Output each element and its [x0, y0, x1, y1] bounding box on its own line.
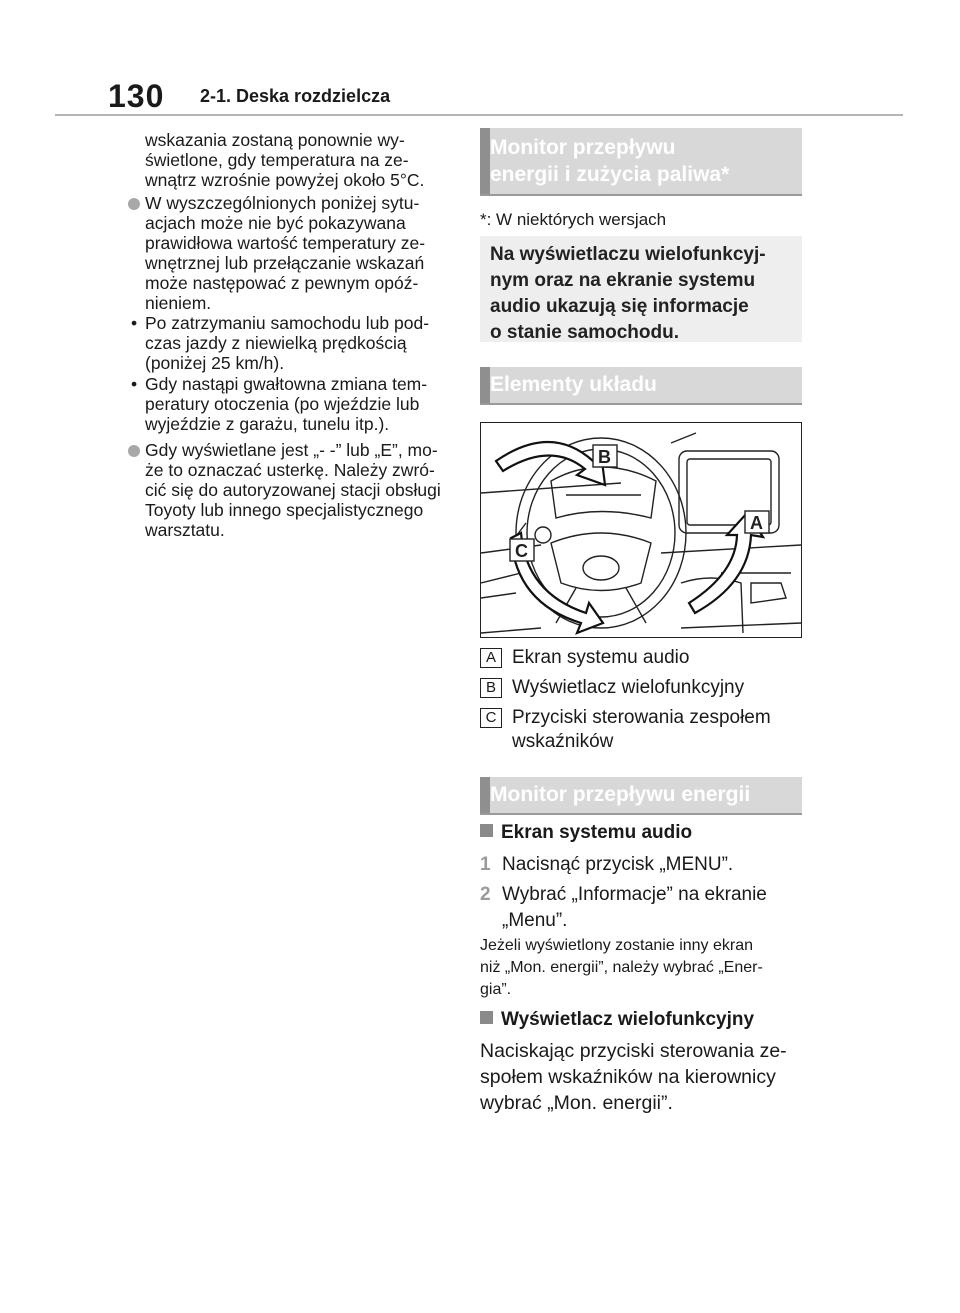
text-line: (poniżej 25 km/h). [145, 353, 285, 373]
subheading-multi-display [480, 1009, 754, 1031]
diagram-label-b: B [598, 447, 611, 467]
multi-display-instructions [480, 1038, 787, 1116]
text-line: świetlone, gdy temperatura na ze- [145, 150, 409, 170]
subheading-text: Ekran systemu audio [501, 822, 693, 843]
heading-system-elements [480, 367, 802, 405]
subheading-text: Wyświetlacz wielofunkcyjny [501, 1009, 755, 1030]
legend-text: Wyświetlacz wielofunkcyjny [512, 677, 745, 698]
intro-line: o stanie samochodu. [490, 322, 679, 343]
dot-list-item [128, 374, 458, 434]
text-line: Gdy wyświetlane jest „- -” lub „E”, mo- [145, 440, 438, 460]
text-line: cić się do autoryzowanej stacji obsługi [145, 480, 441, 500]
step-text: Nacisnąć przycisk „MENU”. [502, 854, 734, 875]
heading-energy-monitor [480, 128, 802, 196]
dot-bullet-icon: • [131, 313, 138, 333]
intro-line: audio ukazują się informacje [490, 296, 749, 317]
legend-text: Przyciski sterowania zespołem [512, 707, 771, 728]
text-line: nieniem. [145, 293, 212, 313]
text-line: Toyoty lub innego specjalistycznego [145, 500, 424, 520]
bullet-circle-icon [128, 198, 140, 210]
note-block-temperature [128, 193, 458, 313]
legend-text: Ekran systemu audio [512, 647, 690, 668]
heading-line: energii i zużycia paliwa* [490, 163, 730, 186]
dot-bullet-icon: • [131, 374, 138, 394]
legend-key: C [480, 708, 502, 728]
text-line: czas jazdy z niewielką prędkością [145, 333, 407, 353]
heading-line: Monitor przepływu energii [490, 783, 751, 806]
text-line: wskazania zostaną ponownie wy- [145, 130, 405, 150]
audio-note [480, 935, 763, 1001]
header-divider [55, 114, 903, 116]
note-line: gia”. [480, 981, 512, 998]
text-line: Po zatrzymaniu samochodu lub pod- [145, 313, 430, 333]
text-line: W wyszczególnionych poniżej sytu- [145, 193, 420, 213]
footnote: *: W niektórych wersjach [480, 210, 667, 229]
note-line: niż „Mon. energii”, należy wybrać „Ener- [480, 959, 763, 976]
dashboard-illustration [480, 422, 802, 638]
intro-line: Na wyświetlaczu wielofunkcyj- [490, 244, 766, 265]
step-text: Wybrać „Informacje” na ekranie [502, 884, 767, 905]
heading-energy-flow [480, 777, 802, 815]
heading-line: Elementy układu [490, 373, 657, 396]
note-line: Jeżeli wyświetlony zostanie inny ekran [480, 937, 754, 954]
body-line: wybrać „Mon. energii”. [480, 1092, 673, 1114]
text-line: prawidłowa wartość temperatury ze- [145, 233, 426, 253]
dashboard-drawing [481, 423, 802, 638]
step-number: 2 [480, 884, 491, 905]
text-line: wyjeździe z garażu, tunelu itp.). [145, 414, 390, 434]
legend-key: B [480, 678, 502, 698]
section-title: 2-1. Deska rozdzielcza [200, 86, 391, 106]
body-line: społem wskaźników na kierownicy [480, 1066, 776, 1088]
text-line: acjach może nie być pokazywana [145, 213, 406, 233]
body-line: Naciskając przyciski sterowania ze- [480, 1040, 787, 1062]
text-line: wnętrznej lub przełączanie wskazań [145, 253, 425, 273]
intro-box [480, 236, 802, 342]
subheading-audio-screen [480, 822, 692, 844]
square-bullet-icon [480, 1011, 493, 1024]
continuation-text [145, 130, 424, 190]
intro-line: nym oraz na ekranie systemu [490, 270, 756, 291]
legend-key: A [480, 648, 502, 668]
text-line: może następować z pewnym opóź- [145, 273, 419, 293]
bullet-circle-icon [128, 445, 140, 457]
text-line: że to oznaczać usterkę. Należy zwró- [145, 460, 435, 480]
square-bullet-icon [480, 824, 493, 837]
text-line: peratury otoczenia (po wjeździe lub [145, 394, 420, 414]
diagram-label-c: C [515, 541, 528, 561]
page-number: 130 [108, 78, 165, 114]
legend-text: wskaźników [512, 731, 614, 752]
text-line: wnątrz wzrośnie powyżej około 5°C. [145, 170, 425, 190]
note-block-error [128, 440, 463, 540]
heading-line: Monitor przepływu [490, 136, 676, 159]
step-text: „Menu”. [502, 910, 568, 931]
text-line: warsztatu. [145, 520, 225, 540]
diagram-label-a: A [750, 513, 763, 533]
text-line: Gdy nastąpi gwałtowna zmiana tem- [145, 374, 428, 394]
dot-list-item [128, 313, 458, 373]
step-number: 1 [480, 854, 491, 875]
